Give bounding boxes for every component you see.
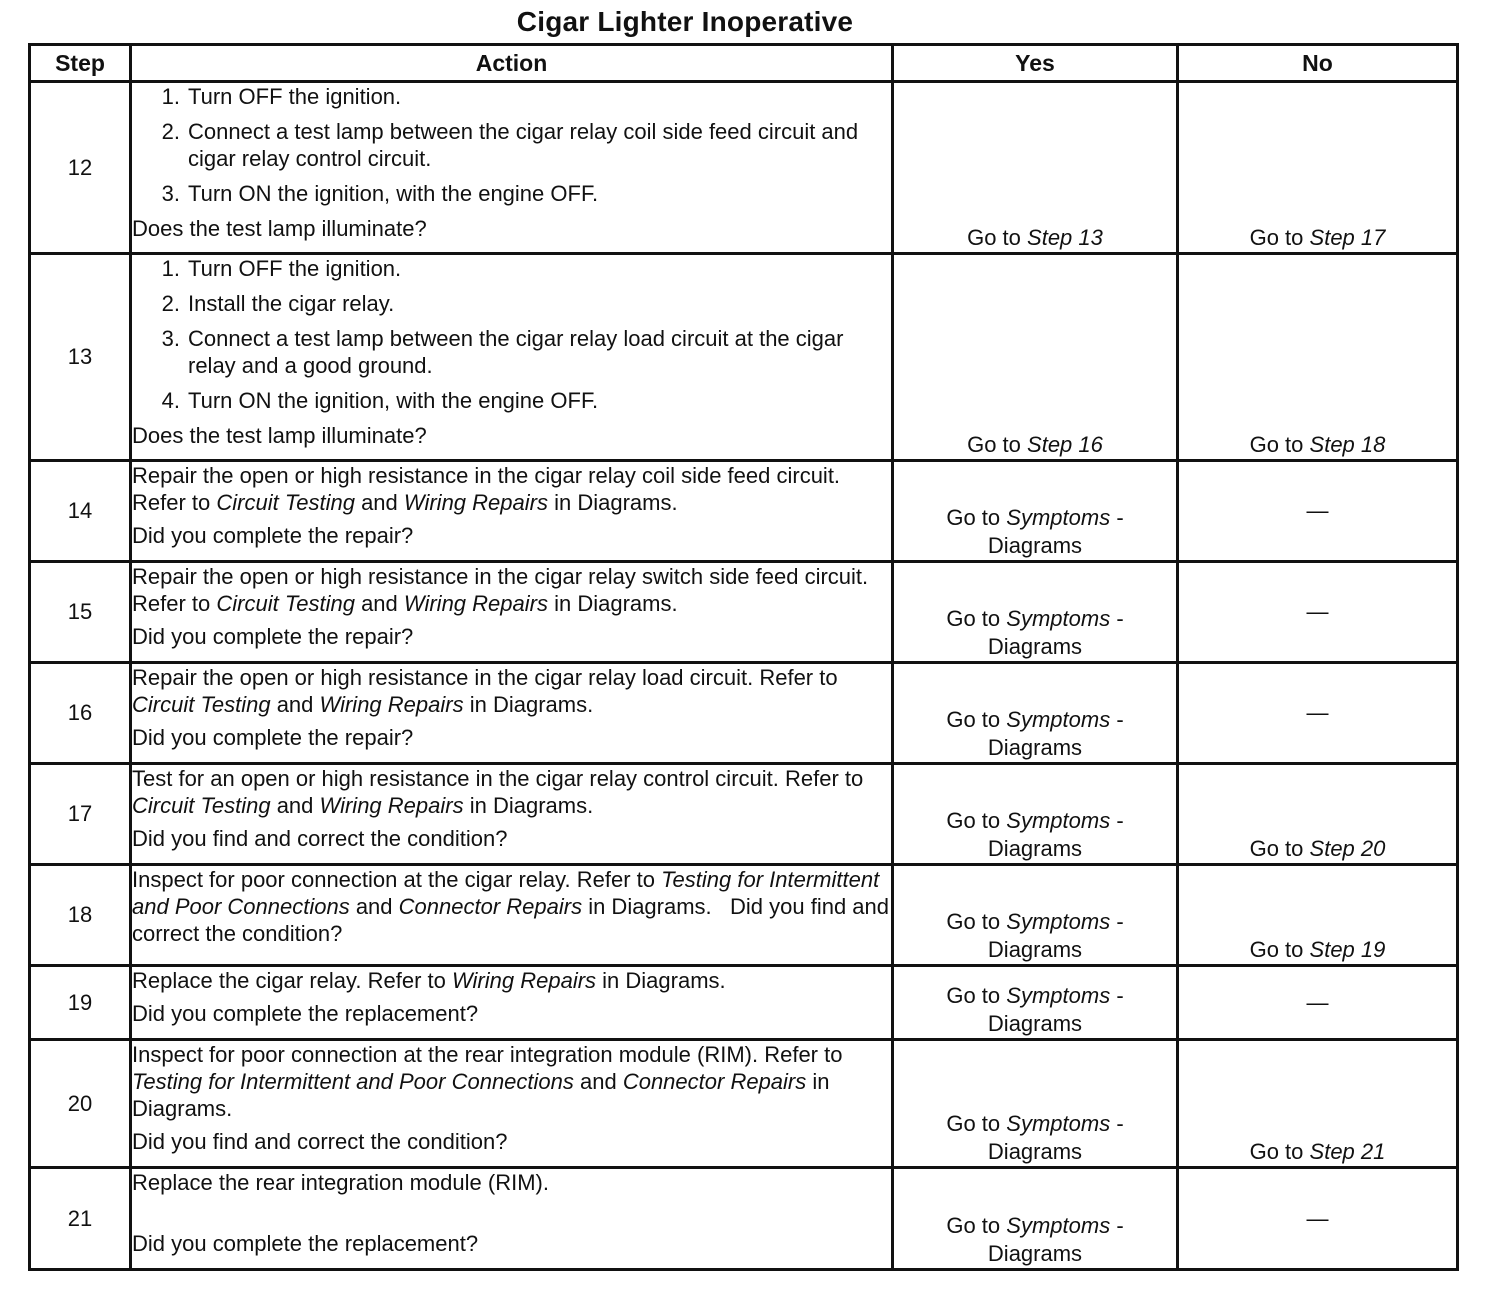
action-cell [131,663,893,764]
action-text: Test for an open or high resistance in the cigar relay control circuit. Refer to Circuit Testing and Wiring Repairs in Diagrams. [132,766,864,818]
action-cell [131,461,893,562]
list-item: 2. Connect a test lamp between the cigar relay coil side feed circuit and cigar relay control circuit. [161,119,859,171]
yes-cell: Go to Symptoms - Diagrams [893,865,1178,966]
yes-cell: Go to Symptoms - Diagrams [893,1168,1178,1270]
step-number: 17 [30,764,131,865]
yes-cell: Go to Symptoms - Diagrams [893,966,1178,1040]
action-text: Repair the open or high resistance in the cigar relay coil side feed circuit. Refer to Circuit Testing and Wiring Repairs in Diagrams. [132,463,841,515]
list-item: 1. Turn OFF the ignition. [161,84,402,109]
no-cell: — [1178,1168,1458,1270]
diagnostic-table [28,43,1459,1271]
action-cell [131,966,893,1040]
step-number: 19 [30,966,131,1040]
list-item: 3. Connect a test lamp between the cigar relay load circuit at the cigar relay and a good ground. [161,326,844,378]
action-text: Replace the cigar relay. Refer to Wiring Repairs in Diagrams. [132,968,726,993]
action-text: Inspect for poor connection at the cigar relay. Refer to Testing for Intermittent and Poor Connections and Connector Repairs in Diagrams. Did you find and correct the condition? [132,867,890,946]
action-cell [131,254,893,461]
yes-cell: Go to Symptoms - Diagrams [893,1040,1178,1168]
table-row [30,966,1458,1040]
question-text: Does the test lamp illuminate? [132,423,427,448]
no-cell: Go to Step 17 [1178,82,1458,254]
question-text: Did you complete the repair? [132,523,414,548]
action-text: Replace the rear integration module (RIM). [132,1170,549,1195]
table-row [30,254,1458,461]
yes-cell: Go to Symptoms - Diagrams [893,461,1178,562]
question-text: Did you complete the replacement? [132,1001,479,1026]
step-number: 20 [30,1040,131,1168]
step-number: 21 [30,1168,131,1270]
header-no: No [1178,45,1458,82]
question-text: Did you find and correct the condition? [132,826,508,851]
question-text: Did you find and correct the condition? [132,894,890,946]
question-text: Did you complete the repair? [132,624,414,649]
question-text: Did you complete the repair? [132,725,414,750]
yes-cell: Go to Symptoms - Diagrams [893,562,1178,663]
no-cell: Go to Step 20 [1178,764,1458,865]
no-cell: — [1178,966,1458,1040]
list-item: 3. Turn ON the ignition, with the engine OFF. [161,181,599,206]
action-cell [131,82,893,254]
no-cell: Go to Step 21 [1178,1040,1458,1168]
list-item: 4. Turn ON the ignition, with the engine OFF. [161,388,599,413]
table-row [30,461,1458,562]
no-cell: — [1178,461,1458,562]
step-number: 15 [30,562,131,663]
question-text: Did you find and correct the condition? [132,1129,508,1154]
table-row [30,82,1458,254]
no-cell: — [1178,562,1458,663]
header-yes: Yes [893,45,1178,82]
step-number: 18 [30,865,131,966]
action-text: Repair the open or high resistance in the cigar relay switch side feed circuit. Refer to Circuit Testing and Wiring Repairs in Diagrams. [132,564,869,616]
question-text: Did you complete the replacement? [132,1231,479,1256]
list-item: 2. Install the cigar relay. [161,291,395,316]
no-cell: — [1178,663,1458,764]
no-cell: Go to Step 18 [1178,254,1458,461]
step-number: 14 [30,461,131,562]
step-number: 13 [30,254,131,461]
action-text: Inspect for poor connection at the rear integration module (RIM). Refer to Testing for Intermittent and Poor Connections and Connector Repairs in Diagrams. [132,1042,843,1121]
table-row [30,1168,1458,1270]
step-number: 12 [30,82,131,254]
step-number: 16 [30,663,131,764]
question-text: Does the test lamp illuminate? [132,216,427,241]
yes-cell: Go to Symptoms - Diagrams [893,663,1178,764]
table-row [30,663,1458,764]
action-cell [131,1040,893,1168]
page-title: Cigar Lighter Inoperative [516,6,854,37]
header-step: Step [30,45,131,82]
table-row [30,764,1458,865]
list-item: 1. Turn OFF the ignition. [161,256,402,281]
table-row [30,562,1458,663]
header-action: Action [131,45,893,82]
action-cell [131,562,893,663]
header-row [30,45,1458,82]
yes-cell: Go to Step 16 [893,254,1178,461]
yes-cell: Go to Step 13 [893,82,1178,254]
yes-cell: Go to Symptoms - Diagrams [893,764,1178,865]
no-cell: Go to Step 19 [1178,865,1458,966]
table-row [30,865,1458,966]
action-cell [131,865,893,966]
action-text: Repair the open or high resistance in the cigar relay load circuit. Refer to Circuit Testing and Wiring Repairs in Diagrams. [132,665,838,717]
table-row [30,1040,1458,1168]
action-cell [131,764,893,865]
action-cell [131,1168,893,1270]
